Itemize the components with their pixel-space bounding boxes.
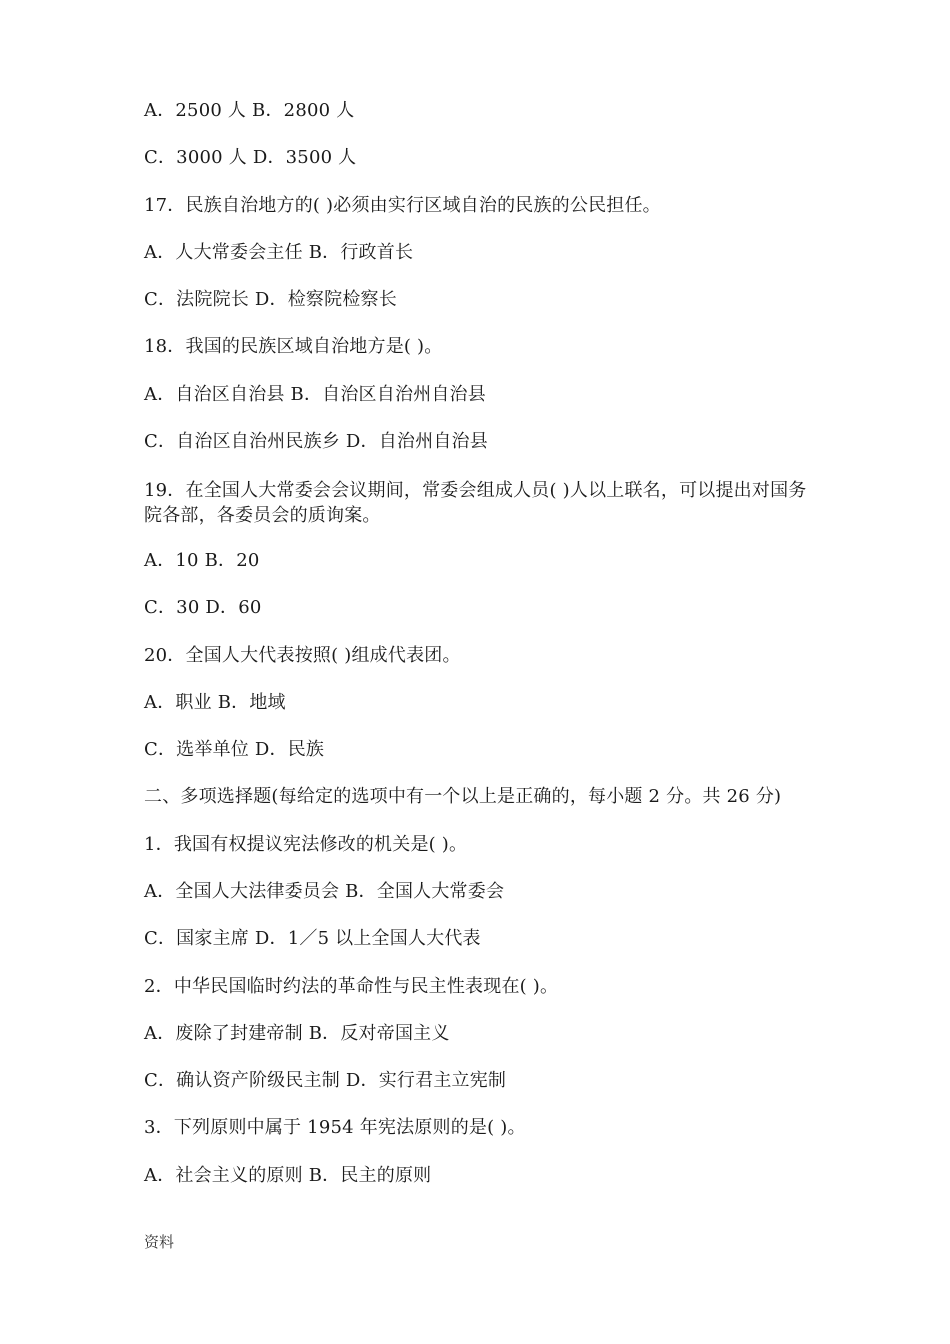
option-line-20-ab: A．职业 B．地域	[144, 692, 286, 713]
page-footer: 资料	[144, 1233, 175, 1251]
section-heading-multiple-choice: 二、多项选择题(每给定的选项中有一个以上是正确的，每小题 2 分。共 26 分)	[144, 786, 782, 807]
option-line-m2-cd: C．确认资产阶级民主制 D．实行君主立宪制	[144, 1070, 507, 1091]
option-line-m1-ab: A．全国人大法律委员会 B．全国人大常委会	[144, 881, 505, 902]
question-m3: 3．下列原则中属于 1954 年宪法原则的是( )。	[144, 1117, 526, 1138]
question-19: 19．在全国人大常委会会议期间，常委会组成人员( )人以上联名，可以提出对国务院各部，各委员会的质询案。	[144, 480, 807, 526]
question-18: 18．我国的民族区域自治地方是( )。	[144, 336, 443, 357]
option-line-16-ab: A．2500 人 B．2800 人	[144, 100, 355, 121]
option-line-18-ab: A．自治区自治县 B．自治区自治州自治县	[144, 384, 486, 405]
option-line-m2-ab: A．废除了封建帝制 B．反对帝国主义	[144, 1023, 450, 1044]
option-line-19-cd: C．30 D．60	[144, 597, 262, 618]
question-20: 20．全国人大代表按照( )组成代表团。	[144, 645, 461, 666]
option-line-19-ab: A．10 B．20	[144, 550, 260, 571]
question-17: 17．民族自治地方的( )必须由实行区域自治的民族的公民担任。	[144, 195, 661, 216]
option-line-17-cd: C．法院院长 D．检察院检察长	[144, 289, 397, 310]
option-line-m3-ab: A．社会主义的原则 B．民主的原则	[144, 1165, 432, 1186]
option-line-17-ab: A．人大常委会主任 B．行政首长	[144, 242, 414, 263]
question-m1: 1．我国有权提议宪法修改的机关是( )。	[144, 834, 468, 855]
option-line-20-cd: C．选举单位 D．民族	[144, 739, 325, 760]
question-m2: 2．中华民国临时约法的革命性与民主性表现在( )。	[144, 976, 559, 997]
option-line-16-cd: C．3000 人 D．3500 人	[144, 147, 357, 168]
option-line-18-cd: C．自治区自治州民族乡 D．自治州自治县	[144, 431, 488, 452]
option-line-m1-cd: C．国家主席 D．1／5 以上全国人大代表	[144, 928, 481, 949]
